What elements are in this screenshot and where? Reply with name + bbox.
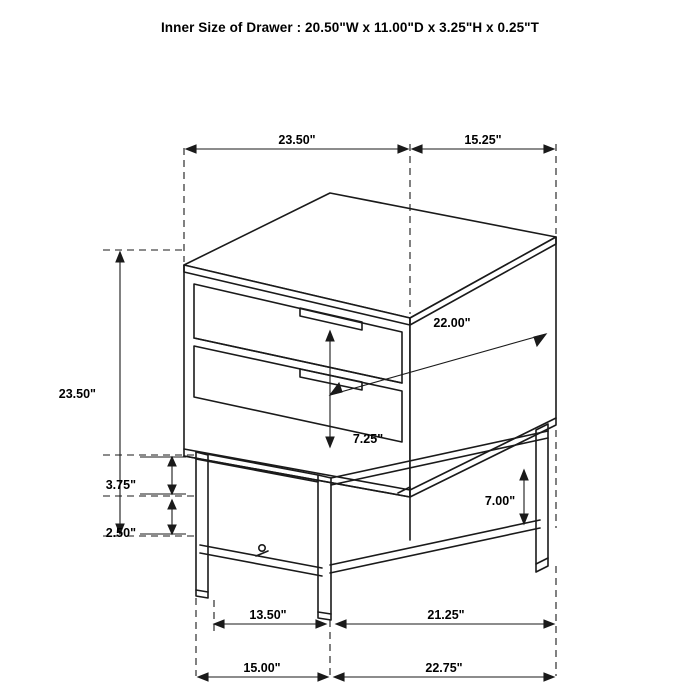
dim-label-side-leg-height: 7.00": [484, 494, 516, 508]
dim-label-apron-height: 3.75": [105, 478, 136, 492]
dim-label-overall-height: 23.50": [58, 387, 96, 401]
dim-label-base-overall-depth: 22.75": [425, 661, 463, 675]
dim-label-drawer-width: 22.00": [433, 316, 471, 330]
extension-lines-left: [103, 250, 196, 536]
page-title: Inner Size of Drawer : 20.50"W x 11.00"D x 3.25"H x 0.25"T: [160, 20, 540, 35]
dim-label-top-width: 23.50": [278, 133, 316, 147]
dim-label-base-side-depth: 21.25": [427, 608, 465, 622]
dim-label-top-depth: 15.25": [464, 133, 502, 147]
dim-label-leg-height: 2.50": [105, 526, 136, 540]
dim-line-side-leg-height: [520, 470, 528, 524]
dim-label-drawer-stack-height: 7.25": [352, 432, 384, 446]
dim-line-apron-height: [140, 457, 186, 494]
dim-line-leg-height: [140, 500, 186, 534]
dim-label-base-stretcher-width: 13.50": [249, 608, 287, 622]
dim-label-base-front-width: 15.00": [243, 661, 281, 675]
